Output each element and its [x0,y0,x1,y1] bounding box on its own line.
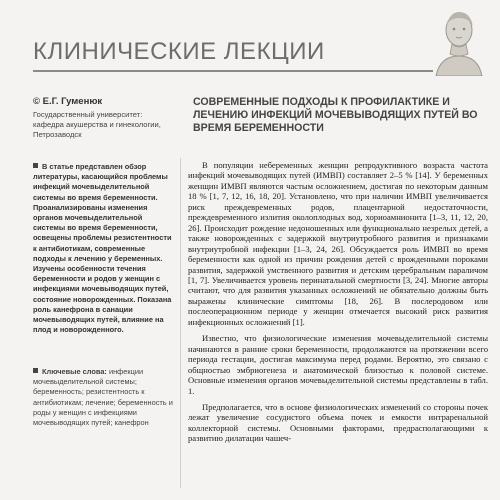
bullet-square-icon [33,368,38,373]
abstract-text: В статье представлен обзор литературы, касающийся проблемы инфекций мочевыделительной системы во время беременности. Проанализированы изменения органов мочевыделительной системы во время беременности, освещены проблемы резистентности к антибиотикам, современные подходы к лечению у беременных. Изучены особенности течения беременности и родов у женщин с инфекциями мочевыводящих путей, состояние новорожденных. Показана роль канефрона в санации мочевыводящих путей, влияние на плод и новорожденного. [33,162,172,335]
bust-logo-icon [428,6,490,76]
abstract [33,162,173,335]
keywords-label: Ключевые слова: [42,367,107,376]
keywords [33,367,173,428]
keywords-text: инфекции мочевыделительной системы; беременность; резистентность к антибиотикам; лечение; беременность и роды у женщин с инфекциями мочевыводящих путей; канефрон [33,367,173,428]
author-affiliation: Государственный университет: кафедра акушерства и гинекологии, Петрозаводск [33,110,161,139]
article-title: СОВРЕМЕННЫЕ ПОДХОДЫ К ПРОФИЛАКТИКЕ И ЛЕЧЕНИЮ ИНФЕКЦИЙ МОЧЕВЫВОДЯЩИХ ПУТЕЙ ВО ВРЕМЯ БЕРЕМЕННОСТИ [193,96,478,134]
section-title: КЛИНИЧЕСКИЕ ЛЕКЦИИ [33,38,325,65]
page-header [0,30,500,76]
column-divider [180,158,181,488]
article-body [188,160,488,450]
header-rule [33,70,433,72]
body-paragraph: В популяции небеременных женщин репродуктивного возраста частота инфекций мочевыводящих путей (ИМВП) составляет 2–5 % [14]. У беременных женщин ИМВП являются частым осложнением, достигая по некоторым данным 18 % [1, 7, 12, 16, 18, 20]. Установлено, что при наличии ИМВП увеличивается риск преждевременных родов, плацентарной недостаточности, преждевременного излития околоплодных вод, хориоамнионита [1–3, 11, 12, 20, 26]. Происходит рождение недоношенных или функционально незрелых детей, а также новорожденных с задержкой внутриутробного развития и признаками внутриутробной инфекции [1–3, 24, 26]. Обсуждается роль ИМВП во время беременности как одной из причин рождения детей с врожденными пороками развития, задержкой умственного развития и детским церебральным параличом [1, 7]. Увеличивается уровень перинатальной смертности [3, 24]. Многие авторы считают, что для развития указанных осложнений не обязательно должны быть выражены клинические симптомы [18, 26]. В послеродовом или послеоперационном периоде у женщин отмечается высокий риск развития инфекционных осложнений [1]. [188,160,488,327]
author-name: © Е.Г. Гуменюк [33,96,103,107]
body-paragraph: Известно, что физиологические изменения мочевыделительной системы начинаются в ранние сроки беременности, продолжаются на протяжении всего периода гестации, достигая максимума перед родами. Вероятно, это связано с общностью эмбриогенеза и анатомической близостью к половой системе. Основные изменения органов мочевыделительной системы представлены в табл. 1. [188,333,488,396]
bullet-square-icon [33,163,38,168]
body-paragraph: Предполагается, что в основе физиологических изменений со стороны почек лежат увеличение сосудистого объема почек и емкости интраренальной коллекторной системы. Основными факторами, предрасполагающими к развитию дилатации чашеч- [188,401,488,444]
